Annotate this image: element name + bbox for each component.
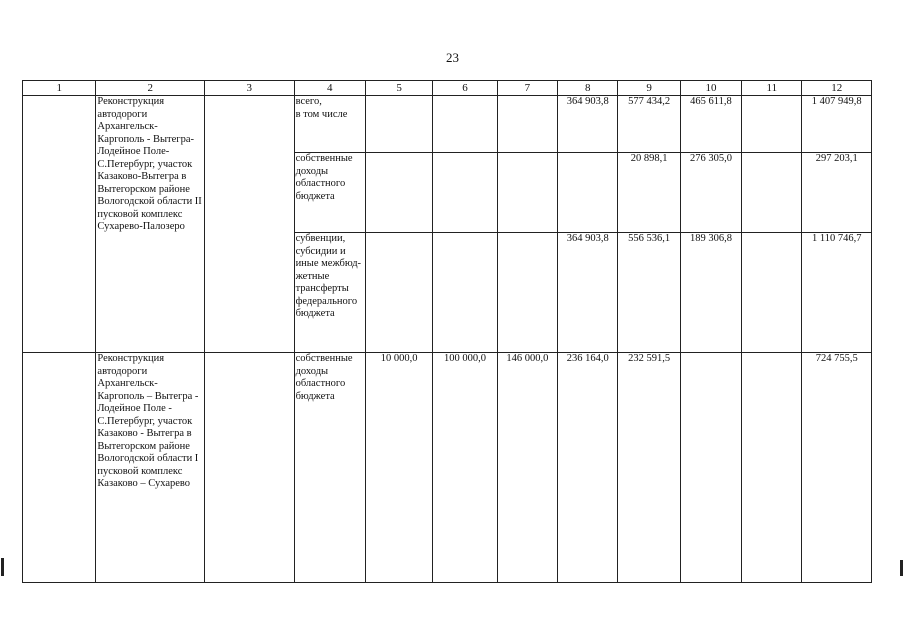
column-header: 1 [23, 81, 96, 96]
scan-mark-left [1, 558, 4, 576]
funding-source-cell: всего, в том числе [294, 96, 365, 153]
value-cell [433, 233, 497, 353]
column-header: 9 [618, 81, 680, 96]
value-cell [497, 153, 557, 233]
column-header: 3 [205, 81, 295, 96]
column-header: 7 [497, 81, 557, 96]
funding-source-cell: собственные доходы областного бюджета [294, 353, 365, 583]
value-cell [365, 233, 432, 353]
funding-source-cell: собственные доходы областного бюджета [294, 153, 365, 233]
total-cell: 297 203,1 [802, 153, 872, 233]
column-header: 10 [680, 81, 741, 96]
value-cell [497, 96, 557, 153]
table-row [23, 96, 872, 153]
value-cell [433, 153, 497, 233]
value-cell: 189 306,8 [680, 233, 741, 353]
value-cell [680, 353, 741, 583]
funding-source-cell: субвенции, субсидии и иные межбюд-жетные трансферты федерального бюджета [294, 233, 365, 353]
value-cell: 20 898,1 [618, 153, 680, 233]
value-cell [558, 153, 618, 233]
column-header: 6 [433, 81, 497, 96]
empty-cell [205, 96, 295, 353]
value-cell: 276 305,0 [680, 153, 741, 233]
empty-cell [23, 353, 96, 583]
empty-cell [23, 96, 96, 353]
value-cell: 100 000,0 [433, 353, 497, 583]
value-cell: 10 000,0 [365, 353, 432, 583]
value-cell [433, 96, 497, 153]
value-cell [497, 233, 557, 353]
value-cell: 465 611,8 [680, 96, 741, 153]
project-name-cell: Реконструкция автодороги Архангельск-Каргополь – Вытегра - Лодейное Поле - С.Петербург, участок Казаково - Вытегра в Вытегорском районе Вологодской области I пусковой комплекс Казаково – Сухарево [96, 353, 205, 583]
value-cell [742, 233, 802, 353]
value-cell: 364 903,8 [558, 233, 618, 353]
column-header: 4 [294, 81, 365, 96]
column-header: 5 [365, 81, 432, 96]
total-cell: 1 110 746,7 [802, 233, 872, 353]
project-name-cell: Реконструкция автодороги Архангельск-Каргополь - Вытегра-Лодейное Поле-С.Петербург, участок Казаково-Вытегра в Вытегорском районе Вологодской области II пусковой комплекс Сухарево-Палозеро [96, 96, 205, 353]
table-row [23, 353, 872, 583]
empty-cell [205, 353, 295, 583]
value-cell [742, 153, 802, 233]
value-cell: 236 164,0 [558, 353, 618, 583]
value-cell: 232 591,5 [618, 353, 680, 583]
page-number: 23 [446, 50, 459, 65]
column-number-row [23, 81, 872, 96]
column-header: 8 [558, 81, 618, 96]
value-cell [742, 96, 802, 153]
value-cell: 146 000,0 [497, 353, 557, 583]
value-cell [365, 153, 432, 233]
value-cell: 577 434,2 [618, 96, 680, 153]
value-cell [742, 353, 802, 583]
column-header: 2 [96, 81, 205, 96]
scan-mark-right [900, 560, 903, 576]
column-header: 11 [742, 81, 802, 96]
total-cell: 724 755,5 [802, 353, 872, 583]
value-cell [365, 96, 432, 153]
total-cell: 1 407 949,8 [802, 96, 872, 153]
value-cell: 364 903,8 [558, 96, 618, 153]
column-header: 12 [802, 81, 872, 96]
budget-table [22, 80, 872, 583]
value-cell: 556 536,1 [618, 233, 680, 353]
